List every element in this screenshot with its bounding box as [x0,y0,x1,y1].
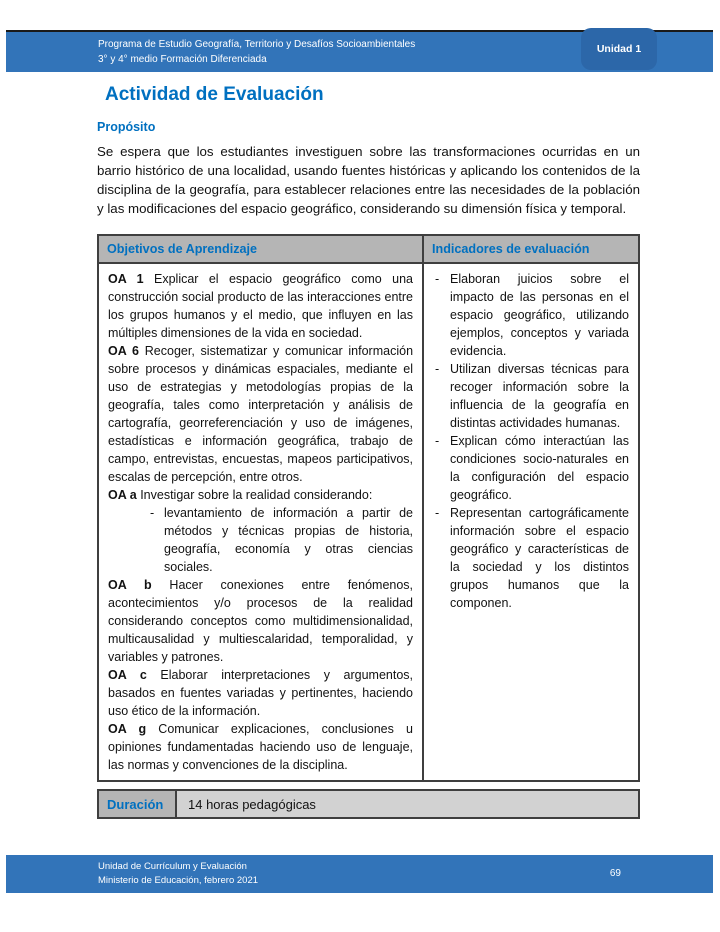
page-title: Actividad de Evaluación [105,84,324,105]
header-bar [6,32,713,72]
oa-sub-bullet: - levantamiento de información a partir de métodos y técnicas propias de historia, geografía, economía y otras ciencias sociales. [150,504,413,576]
indicator-item: - Utilizan diversas técnicas para recoger información sobre la influencia de la geografía en distintas actividades humanas. [433,360,629,432]
oa-code: OA c [108,668,147,682]
header-program-line2: 3° y 4° medio Formación Diferenciada [98,54,267,65]
oa-item [108,270,413,342]
objetivos-cell [99,264,424,780]
oa-text: Comunicar explicaciones, conclusiones u opiniones fundamentadas haciendo uso de lenguaje, las normas y convenciones de la disciplina. [108,722,414,772]
footer-line1: Unidad de Currículum y Evaluación [98,861,247,872]
oa-item [108,666,413,720]
oa-text: Recoger, sistematizar y comunicar información sobre procesos y dinámicas espaciales, mediante el uso de estrategias y metodologías propias de la geografía, tales como interpretación y análisis de cartografía, georreferenciación y uso de imágenes, estadísticas e información geográfica, trabajo de campo, entrevistas, encuestas, mapeos participativos, escalas de percepción, entre otros. [108,344,414,484]
duracion-label: Duración [99,791,177,817]
header-program-line1: Programa de Estudio Geografía, Territorio y Desafíos Socioambientales [98,39,416,50]
oa-item [108,576,413,666]
oa-text: Explicar el espacio geográfico como una construcción social producto de las interacciones entre los grupos humanos y el medio, que influyen en las múltiples dimensiones de la vida en sociedad. [108,272,414,340]
duracion-value: 14 horas pedagógicas [177,791,638,817]
indicator-item: - Explican cómo interactúan las condiciones socio-naturales en la configuración del espacio geográfico. [433,432,629,504]
footer-bar [6,855,713,893]
duracion-row [97,789,640,819]
oa-text: Elaborar interpretaciones y argumentos, basados en fuentes variadas y pertinentes, haciendo uso ético de la información. [108,668,414,718]
indicadores-cell [424,264,638,780]
oa-item [108,486,413,576]
oa-code: OA b [108,578,152,592]
oa-code: OA 1 [108,272,144,286]
proposito-heading: Propósito [97,120,156,134]
column-header-objetivos: Objetivos de Aprendizaje [99,236,424,262]
oa-code: OA g [108,722,147,736]
oa-text: Investigar sobre la realidad considerando: [140,488,373,502]
oa-item [108,720,413,774]
indicator-item: - Elaboran juicios sobre el impacto de las personas en el espacio geográfico, utilizando ejemplos, conceptos y variada evidencia. [433,270,629,360]
table-header-row [99,236,638,264]
column-header-indicadores: Indicadores de evaluación [432,242,590,256]
oa-text: Hacer conexiones entre fenómenos, acontecimientos y/o procesos de la realidad considerando conceptos como multidimensionalidad, multicausalidad y multiescalaridad, temporalidad, y variables y patrones. [108,578,414,664]
proposito-paragraph: Se espera que los estudiantes investiguen sobre las transformaciones ocurridas en un barrio histórico de una localidad, usando fuentes históricas y aplicando los contenidos de la disciplina de la geografía, para establecer relaciones entre las necesidades de la población y las modificaciones del espacio geográfico, considerando su dimensión física y temporal. [97,144,640,216]
unit-badge: Unidad 1 [581,28,657,70]
oa-code: OA a [108,488,137,502]
page-number: 69 [609,868,621,879]
oa-code: OA 6 [108,344,139,358]
indicator-item: - Representan cartográficamente información sobre el espacio geográfico y características de la sociedad y los distintos grupos humanos que la componen. [433,504,629,612]
footer-line2: Ministerio de Educación, febrero 2021 [98,875,259,886]
page-content [97,84,640,819]
oa-item [108,342,413,486]
objectives-table [97,234,640,782]
table-body-row [99,264,638,780]
